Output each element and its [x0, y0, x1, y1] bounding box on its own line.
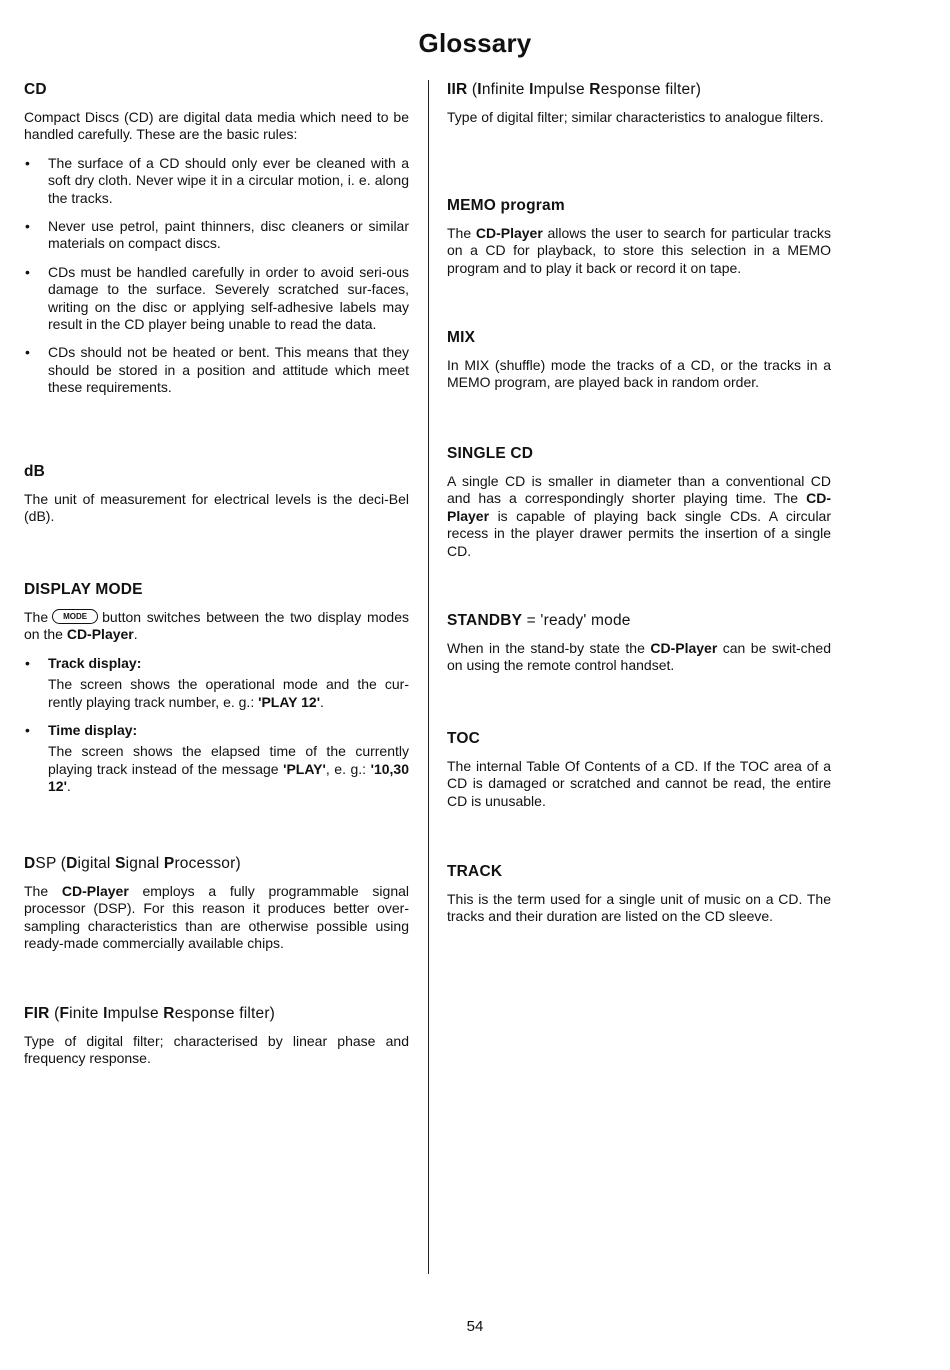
- cd-rules-list: [24, 155, 409, 397]
- mode-button-icon: MODE: [52, 609, 98, 624]
- list-item: [24, 722, 409, 796]
- entry-fir: [24, 1004, 409, 1079]
- entry-track: [447, 862, 831, 937]
- entry-iir: [447, 80, 831, 137]
- entry-mix: [447, 328, 831, 403]
- track-text: This is the term used for a single unit of music on a CD. The tracks and their duration are listed on the CD sleeve.: [447, 891, 831, 925]
- list-item: • The surface of a CD should only ever be cleaned with a soft dry cloth. Never wipe it in a circular motion, i. e. along the tracks.: [24, 155, 409, 207]
- heading-standby: STANDBY = 'ready' mode: [447, 612, 631, 629]
- single-cd-text: A single CD is smaller in diameter than a conventional CD and has a correspondingly shorter playing time. The CD-Player is capable of playing back single CDs. A circular recess in the player drawer permits the insertion of a single CD.: [447, 473, 832, 559]
- entry-dsp: [24, 854, 409, 964]
- heading-dsp: DSP (Digital Signal Processor): [24, 855, 241, 872]
- heading-toc: TOC: [447, 730, 481, 747]
- heading-fir: FIR (Finite Impulse Response filter): [24, 1005, 276, 1022]
- display-mode-list: [24, 655, 409, 796]
- time-display-label: Time display:: [48, 722, 138, 739]
- track-display-text: The screen shows the operational mode and the cur-rently playing track number, e. g.: 'PLAY 12'.: [48, 676, 409, 710]
- heading-display-mode: DISPLAY MODE: [24, 581, 143, 598]
- mix-text: In MIX (shuffle) mode the tracks of a CD, or the tracks in a MEMO program, are played back in random order.: [447, 357, 831, 391]
- heading-iir: IIR (Infinite Impulse Response filter): [447, 81, 702, 98]
- entry-single-cd: [447, 444, 831, 571]
- memo-text: The CD-Player allows the user to search for particular tracks on a CD for playback, to store this selection in a MEMO program and to play it back or record it on tape.: [447, 225, 832, 276]
- dsp-text: The CD-Player employs a fully programmable signal processor (DSP). For this reason it produces better over-sampling characteristics than are otherwise possible using ready-made commercially available chips.: [24, 883, 409, 952]
- entry-memo: [447, 196, 831, 288]
- column-divider: [428, 80, 429, 1274]
- entry-db: [24, 462, 409, 537]
- fir-text: Type of digital filter; characterised by linear phase and frequency response.: [24, 1033, 409, 1067]
- entry-cd: [24, 80, 409, 408]
- heading-track: TRACK: [447, 863, 503, 880]
- list-item: [24, 655, 409, 711]
- iir-text: Type of digital filter; similar characteristics to analogue filters.: [447, 109, 824, 125]
- db-text: The unit of measurement for electrical levels is the deci-Bel (dB).: [24, 491, 409, 525]
- toc-text: The internal Table Of Contents of a CD. If the TOC area of a CD is damaged or scratched and cannot be read, the entire CD is unusable.: [447, 758, 831, 809]
- display-mode-text: The MODE button switches between the two display modes on the CD-Player.: [24, 609, 409, 643]
- heading-cd: CD: [24, 81, 47, 98]
- page-number: 54: [466, 1318, 484, 1335]
- standby-text: When in the stand-by state the CD-Player can be swit-ched on using the remote control handset.: [447, 640, 831, 674]
- list-item: • CDs must be handled carefully in order to avoid seri-ous damage to the surface. Severely scratched sur-faces, writing on the disc or applying self-adhesive labels may result in the CD player being unable to read the data.: [24, 264, 409, 334]
- list-item: • Never use petrol, paint thinners, disc cleaners or similar materials on compact discs.: [24, 218, 409, 253]
- heading-db: dB: [24, 463, 46, 480]
- heading-single-cd: SINGLE CD: [447, 445, 534, 462]
- heading-memo: MEMO program: [447, 197, 565, 214]
- page-title: Glossary: [418, 28, 532, 58]
- entry-toc: [447, 729, 831, 821]
- heading-mix: MIX: [447, 329, 476, 346]
- track-display-label: Track display:: [48, 654, 142, 671]
- list-item: • CDs should not be heated or bent. This means that they should be stored in a position and attitude which meet these requirements.: [24, 344, 409, 396]
- entry-display-mode: [24, 580, 409, 807]
- entry-standby: [447, 611, 831, 686]
- time-display-text: The screen shows the elapsed time of the currently playing track instead of the message 'PLAY', e. g.: '10,30 12'.: [48, 743, 410, 795]
- cd-intro: Compact Discs (CD) are digital data media which need to be handled carefully. These are the basic rules:: [24, 109, 409, 143]
